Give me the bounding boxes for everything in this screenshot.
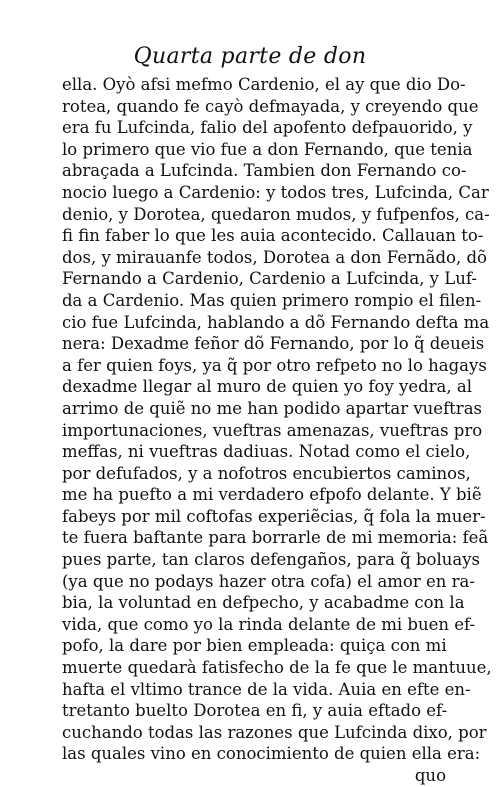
running-title: Quarta parte de don xyxy=(133,44,367,69)
text-line: dos, y mirauanfe todos, Dorotea a don Fernãdo, dõ xyxy=(62,247,487,267)
text-line: nera: Dexadme feñor dõ Fernando, por lo q̃ deueis xyxy=(62,334,485,354)
text-line: vida, que como yo la rinda delante de mi buen ef- xyxy=(62,614,476,634)
text-line: pues parte, tan claros defengaños, para q̃ boluays xyxy=(62,550,481,570)
text-line: pofo, la dare por bien empleada: quiça con mi xyxy=(62,636,447,656)
text-line: (ya que no podays hazer otra cofa) el amor en ra- xyxy=(62,571,475,591)
text-line: cio fue Lufcinda, hablando a dõ Fernando defta ma xyxy=(62,312,490,332)
catchword: quo xyxy=(414,766,446,785)
text-line: bia, la voluntad en defpecho, y acabadme con la xyxy=(62,593,465,613)
text-line: abraçada a Lufcinda. Tambien don Fernando co- xyxy=(62,161,467,181)
text-line: arrimo de quiẽ no me han podido apartar vueftras xyxy=(62,398,483,418)
text-line: importunaciones, vueftras amenazas, vueftras pro xyxy=(62,420,483,440)
text-line: muerte quedarà fatisfecho de la fe que le mantuue, xyxy=(62,658,492,678)
text-line: me ha puefto a mi verdadero efpofo delante. Y biẽ xyxy=(62,485,482,505)
text-line: Fernando a Cardenio, Cardenio a Lufcinda, y Luf- xyxy=(62,269,477,289)
text-line: lo primero que vio fue a don Fernando, que tenia xyxy=(62,139,473,159)
text-line: te fuera baftante para borrarle de mi memoria: feã xyxy=(62,528,489,548)
text-line: ella. Oyò afsi mefmo Cardenio, el ay que dio Do- xyxy=(62,75,466,94)
text-line: era fu Lufcinda, falio del apofento defpauorido, y xyxy=(62,118,473,138)
text-line: a fer quien foys, ya q̃ por otro refpeto no lo hagays xyxy=(62,355,487,375)
text-line: por defufados, y a nofotros encubiertos caminos, xyxy=(62,463,471,483)
text-line: tretanto buelto Dorotea en fi, y auia eftado ef- xyxy=(62,701,448,721)
text-line: fi fin faber lo que les auia acontecido. Callauan to- xyxy=(62,226,484,246)
text-line: las quales vino en conocimiento de quien ella era: xyxy=(62,744,481,764)
text-line: fabeys por mil coftofas experiẽcias, q̃ fola la muer- xyxy=(62,506,486,526)
text-line: dexadme llegar al muro de quien yo foy yedra, al xyxy=(62,377,472,397)
text-line: denio, y Dorotea, quedaron mudos, y fufpenfos, ca- xyxy=(62,204,490,224)
text-line: da a Cardenio. Mas quien primero rompio el filen- xyxy=(62,290,482,310)
body-text xyxy=(62,74,492,787)
text-line: nocio luego a Cardenio: y todos tres, Lufcinda, Car xyxy=(62,182,489,202)
text-line: cuchando todas las razones que Lufcinda dixo, por xyxy=(62,722,487,742)
text-line: hafta el vltimo trance de la vida. Auia en efte en- xyxy=(62,679,471,699)
text-line: meffas, ni vueftras dadiuas. Notad como el cielo, xyxy=(62,442,471,462)
text-line: rotea, quando fe cayò defmayada, y creyendo que xyxy=(62,96,479,116)
